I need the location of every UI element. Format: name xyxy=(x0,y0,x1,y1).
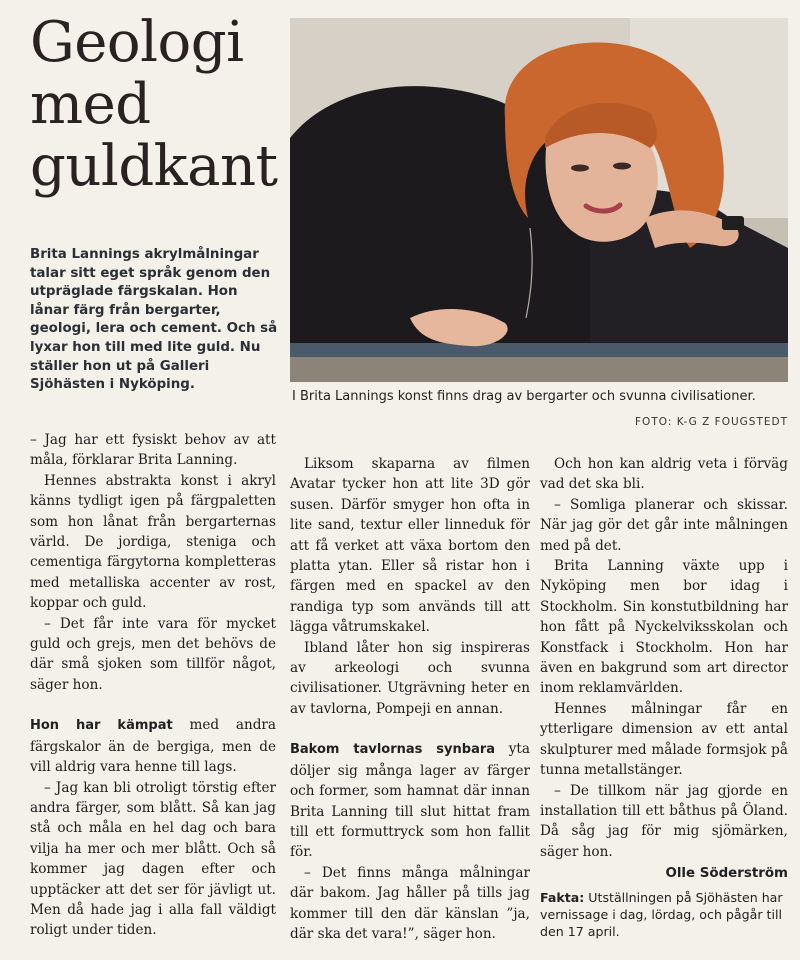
paragraph: Hennes abstrakta konst i akryl känns tydligt igen på färgpaletten som hon lånat från bergarternas värld. De jordiga, steniga och cementiga färgytorna kompletteras med metalliska accenter av rost, koppar och guld. xyxy=(30,472,276,612)
subhead-lead: Hon har kämpat xyxy=(30,718,173,734)
fakta-box xyxy=(540,889,788,940)
article-column-1 xyxy=(30,430,276,941)
article-column-3 xyxy=(540,454,788,940)
article-photo xyxy=(290,18,788,382)
photo-caption: I Brita Lannings konst finns drag av bergarter och svunna civilisationer. xyxy=(292,389,756,404)
paragraph: Och hon kan aldrig veta i förväg vad det ska bli. xyxy=(540,456,788,493)
paragraph: Brita Lanning växte upp i Nyköping men bor idag i Stockholm. Sin konstutbildning har hon fått på Nyckelviksskolan och Konstfack i Stockholm. Hon har även en bakgrund som art director inom reklamvärlden. xyxy=(540,558,788,697)
paragraph: Hennes målningar får en ytterligare dimension av ett antal skulpturer med målade formsjok på tunna metallstänger. xyxy=(540,700,788,779)
paragraph: – Somliga planerar och skissar. När jag gör det går inte målningen med på det. xyxy=(540,496,788,554)
paragraph: – Jag kan bli otroligt törstig efter andra färger, som blått. Så kan jag stå och måla en hel dag och bara vilja ha mer och mer blått. Och så kommer jag dagen efter och upptäcker att det ser för jävligt ut. Men då hade jag i alla fall väldigt roligt under tiden. xyxy=(30,779,276,939)
subhead-paragraph xyxy=(290,739,530,862)
subhead-rest: yta döljer sig många lager av färger och former, som hamnat där innan Brita Lanning till slut hittat fram till ett formuttryck som hon fallit för. xyxy=(290,741,530,861)
headline-line: Geologi xyxy=(30,10,244,75)
portrait-illustration xyxy=(290,18,788,382)
fakta-label: Fakta: xyxy=(540,889,585,905)
paragraph: Liksom skaparna av filmen Avatar tycker hon att lite 3D gör susen. Därför smyger hon ofta in lite sand, textur eller linneduk för att få verket att växa bortom den platta ytan. Eller så ristar hon i färgen med en spackel av den randiga typ som används till att lägga våtrumskakel. xyxy=(290,456,530,636)
paragraph: – De tillkom när jag gjorde en installation till ett båthus på Öland. Då såg jag för mig sjömärken, säger hon. xyxy=(540,782,788,860)
headline-line: guldkant xyxy=(30,134,278,199)
paragraph: – Jag har ett fysiskt behov av att måla, förklarar Brita Lanning. xyxy=(30,432,276,469)
ingress: Brita Lannings akrylmålningar talar sitt eget språk genom den utpräglade färgskalan. Hon lånar färg från bergarter, geologi, lera och cement. Och så lyxar hon till med lite guld. Nu ställer hon ut på Galleri Sjöhästen i Nyköping. xyxy=(30,247,278,393)
fakta-text: Utställningen på Sjöhästen har vernissage i dag, lördag, och pågår till den 17 april. xyxy=(540,889,783,939)
subhead-rest: med andra färgskalor än de bergiga, men de vill aldrig vara henne till lags. xyxy=(30,717,276,776)
subhead-lead: Bakom tavlornas synbara xyxy=(290,742,496,758)
paragraph: Ibland låter hon sig inspireras av arkeologi och svunna civilisationer. Utgrävning heter en av tavlorna, Pompeji en annan. xyxy=(290,639,530,717)
headline xyxy=(30,12,280,198)
article-column-2 xyxy=(290,454,530,944)
paragraph: – Det finns många målningar där bakom. Jag håller på tills jag kommer till den där känslan ”ja, där ska det vara!”, säger hon. xyxy=(290,864,530,942)
paragraph: – Det får inte vara för mycket guld och grejs, men det behövs de där små sjoken som tillför något, säger hon. xyxy=(30,615,276,693)
subhead-paragraph xyxy=(30,715,276,777)
byline: Olle Söderström xyxy=(665,866,788,882)
photo-credit: FOTO: K-G Z FOUGSTEDT xyxy=(635,416,788,428)
headline-line: med xyxy=(30,72,151,137)
